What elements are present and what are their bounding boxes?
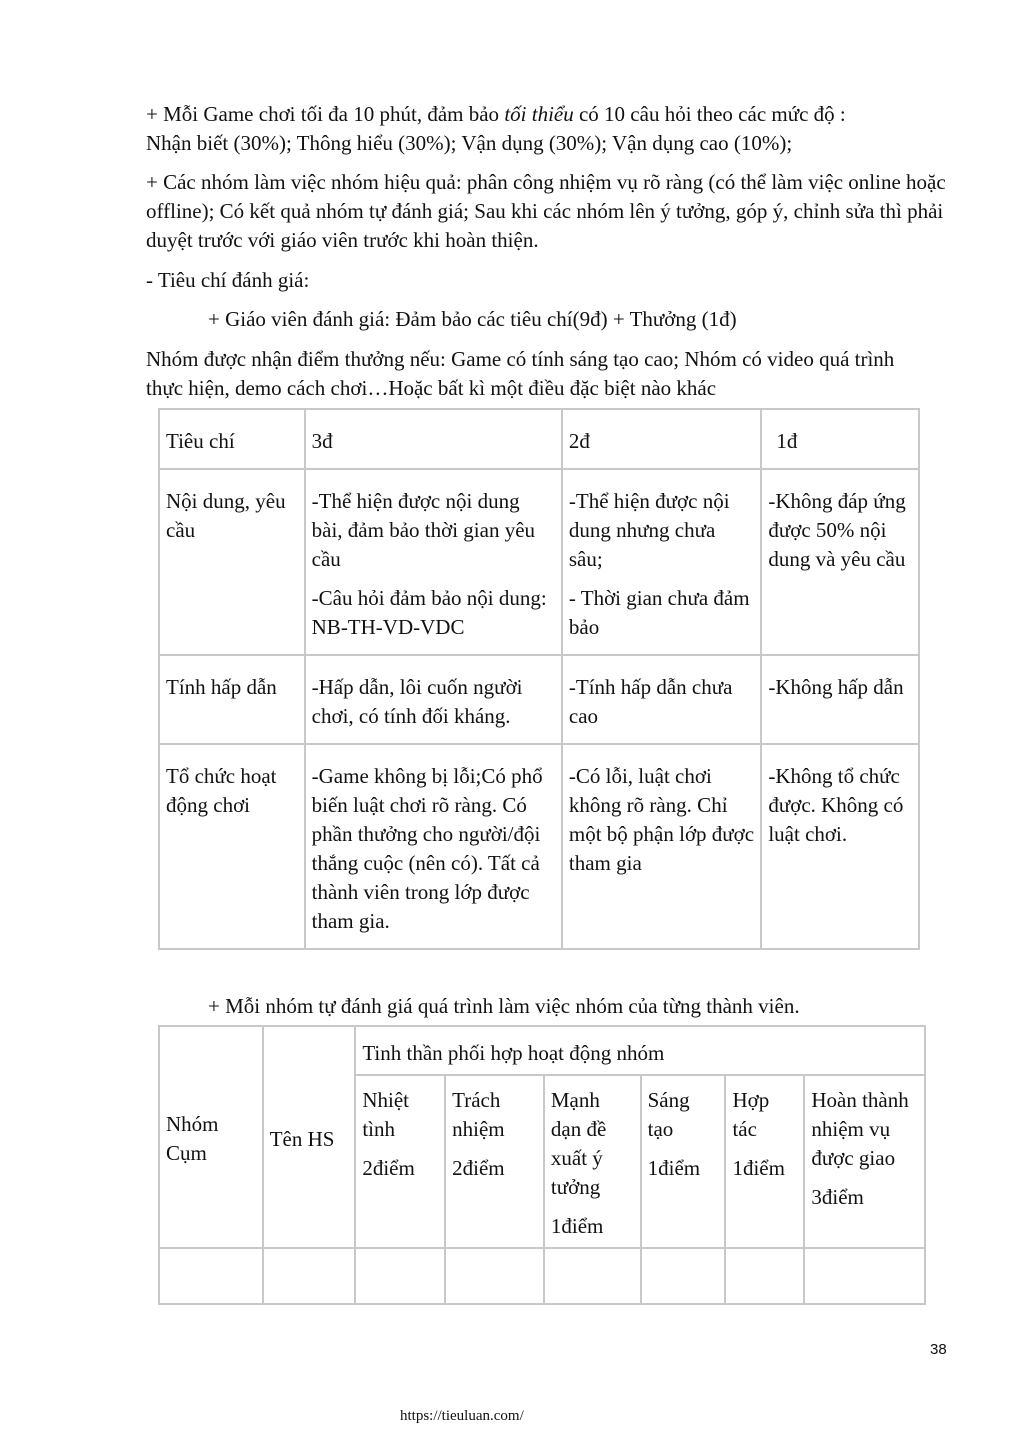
rubric-table	[158, 408, 920, 950]
rubric-cell-1	[761, 744, 919, 949]
criterion-label: Sáng tạo	[647, 1088, 690, 1141]
criterion-points: 2điểm	[452, 1156, 505, 1180]
rubric-cell-text: -Có lỗi, luật chơi không rõ ràng. Chỉ một bộ phận lớp được tham gia	[568, 764, 755, 875]
rubric-cell-text: -Thể hiện được nội dung nhưng chưa sâu;	[568, 489, 730, 571]
empty-cell	[159, 1248, 263, 1304]
empty-cell	[263, 1248, 356, 1304]
rubric-cell-text: -Game không bị lỗi;Có phổ biến luật chơi rõ ràng. Có phần thưởng cho người/đội thắng cuộc (nên có). Tất cả thành viên trong lớp được tham gia.	[311, 764, 543, 933]
criterion-header	[804, 1075, 925, 1248]
criterion-header	[355, 1075, 445, 1248]
bonus-paragraph	[146, 345, 926, 403]
footer-url[interactable]: https://tieuluan.com/	[400, 1408, 524, 1424]
rubric-row	[159, 744, 919, 949]
rubric-cell-3	[305, 655, 562, 744]
student-name-column-header: Tên HS	[263, 1026, 356, 1248]
intro-line-2: Nhận biết (30%); Thông hiểu (30%); Vận dụng (30%); Vận dụng cao (10%);	[146, 131, 793, 155]
criterion-points: 1điểm	[732, 1156, 785, 1180]
rubric-cell-2	[562, 469, 761, 655]
rubric-header-cell: 2đ	[562, 409, 761, 469]
team-spirit-header: Tinh thần phối hợp hoạt động nhóm	[355, 1026, 925, 1075]
group-table-empty-row	[159, 1248, 925, 1304]
empty-cell	[725, 1248, 804, 1304]
rubric-cell-text: -Không tổ chức được. Không có luật chơi.	[768, 764, 904, 846]
criterion-label: Mạnh dạn đề xuất ý tưởng	[550, 1088, 607, 1199]
criterion-label: Nhiệt tình	[362, 1088, 409, 1141]
intro-line-1-part-a: + Mỗi Game chơi tối đa 10 phút, đảm bảo	[146, 102, 505, 126]
rubric-header-cell: 3đ	[305, 409, 562, 469]
rubric-header-row	[159, 409, 919, 469]
rubric-criterion: Tổ chức hoạt động chơi	[159, 744, 305, 949]
rubric-cell-text: -Tính hấp dẫn chưa cao	[568, 675, 733, 728]
teacher-evaluation: + Giáo viên đánh giá: Đảm bảo các tiêu chí(9đ) + Thưởng (1đ)	[208, 307, 737, 331]
groups-paragraph-text: + Các nhóm làm việc nhóm hiệu quả: phân công nhiệm vụ rõ ràng (có thể làm việc online hoặc offline); Có kết quả nhóm tự đánh giá; Sau khi các nhóm lên ý tưởng, góp ý, chỉnh sửa thì phải duyệt trước với giáo viên trước khi hoàn thiện.	[146, 170, 946, 252]
empty-cell	[641, 1248, 726, 1304]
criterion-points: 1điểm	[550, 1214, 604, 1238]
rubric-cell-text: -Câu hỏi đảm bảo nội dung: NB-TH-VD-VDC	[311, 586, 547, 639]
page-number: 38	[930, 1341, 947, 1358]
criterion-header	[641, 1075, 726, 1248]
rubric-cell-3	[305, 744, 562, 949]
criterion-label: Trách nhiệm	[452, 1088, 505, 1141]
rubric-header-cell: 1đ	[761, 409, 919, 469]
rubric-cell-1	[761, 469, 919, 655]
criterion-label: Hợp tác	[732, 1088, 770, 1141]
rubric-cell-1	[761, 655, 919, 744]
criterion-points: 2điểm	[362, 1156, 415, 1180]
rubric-cell-text: -Không hấp dẫn	[768, 675, 904, 699]
empty-cell	[355, 1248, 445, 1304]
bonus-paragraph-text: Nhóm được nhận điểm thưởng nếu: Game có tính sáng tạo cao; Nhóm có video quá trình thực hiện, demo cách chơi…Hoặc bất kì một điều đặc biệt nào khác	[146, 347, 895, 400]
empty-cell	[804, 1248, 925, 1304]
rubric-criterion: Nội dung, yêu cầu	[159, 469, 305, 655]
intro-line-1	[146, 100, 846, 129]
criterion-points: 3điểm	[811, 1185, 864, 1209]
criterion-label: Hoàn thành nhiệm vụ được giao	[811, 1088, 909, 1170]
criteria-heading: - Tiêu chí đánh giá:	[146, 268, 310, 292]
rubric-row	[159, 469, 919, 655]
self-evaluation-note: + Mỗi nhóm tự đánh giá quá trình làm việc nhóm của từng thành viên.	[208, 994, 800, 1018]
empty-cell	[544, 1248, 641, 1304]
intro-line-1-emphasis: tối thiểu	[504, 102, 574, 126]
group-column-header: Nhóm Cụm	[159, 1026, 263, 1248]
rubric-criterion: Tính hấp dẫn	[159, 655, 305, 744]
criterion-header	[544, 1075, 641, 1248]
rubric-cell-2	[562, 744, 761, 949]
rubric-cell-text: -Thể hiện được nội dung bài, đảm bảo thời gian yêu cầu	[311, 489, 536, 571]
groups-paragraph	[146, 168, 956, 255]
group-table-header-row	[159, 1026, 925, 1075]
rubric-cell-text: -Không đáp ứng được 50% nội dung và yêu cầu	[768, 489, 906, 571]
group-evaluation-table	[158, 1025, 926, 1305]
rubric-cell-text: -Hấp dẫn, lôi cuốn người chơi, có tính đối kháng.	[311, 675, 523, 728]
rubric-row	[159, 655, 919, 744]
empty-cell	[445, 1248, 544, 1304]
rubric-cell-2	[562, 655, 761, 744]
rubric-cell-text: - Thời gian chưa đảm bảo	[568, 586, 750, 639]
rubric-header-cell: Tiêu chí	[159, 409, 305, 469]
criterion-header	[725, 1075, 804, 1248]
criterion-header	[445, 1075, 544, 1248]
intro-line-1-part-b: có 10 câu hỏi theo các mức độ :	[573, 102, 846, 126]
criterion-points: 1điểm	[647, 1156, 701, 1180]
rubric-cell-3	[305, 469, 562, 655]
